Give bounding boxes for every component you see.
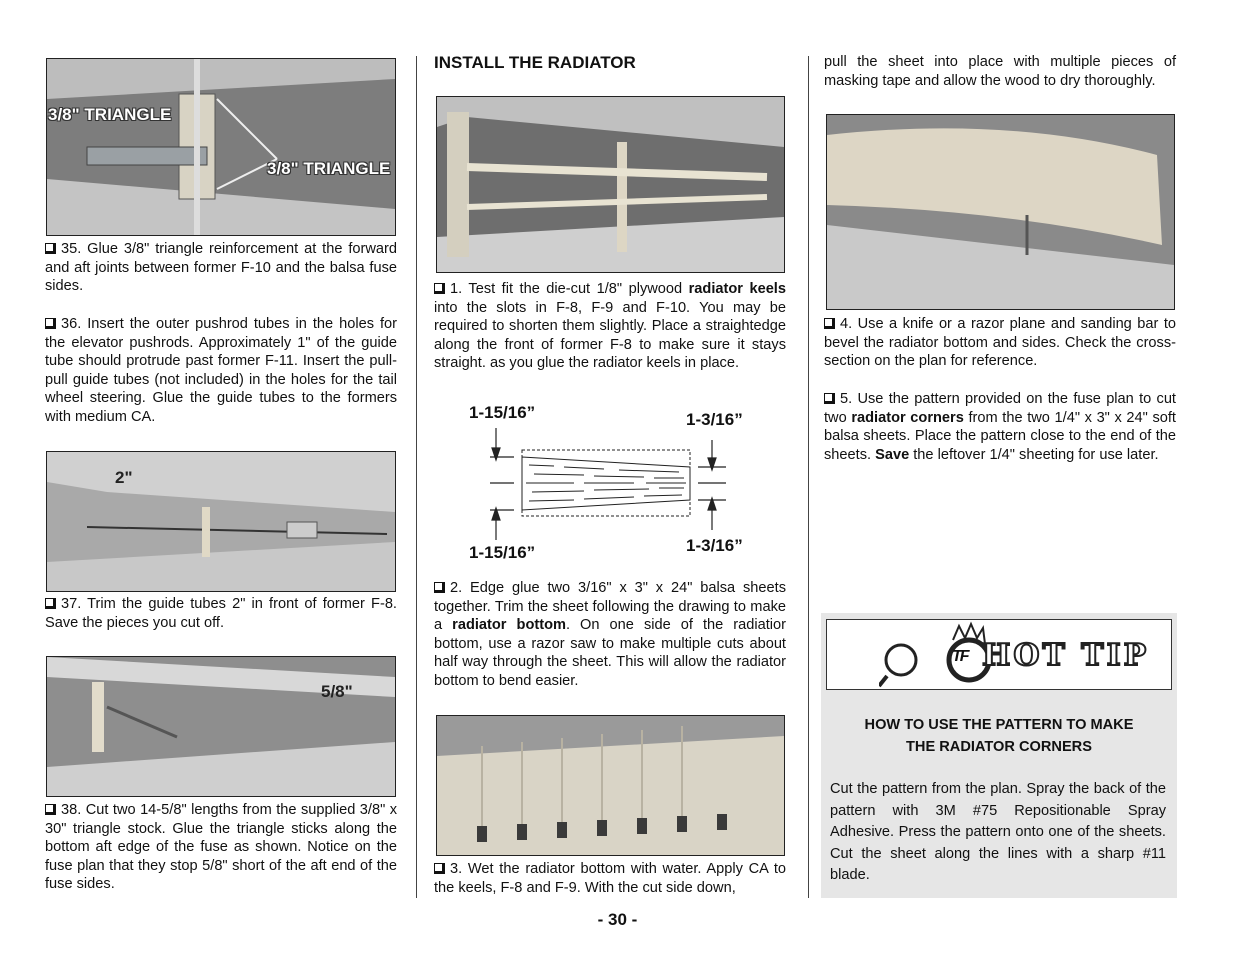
hot-tip-heading: HOW TO USE THE PATTERN TO MAKE THE RADIATOR CORNERS [864, 717, 1134, 755]
hot-tip-panel [821, 613, 1177, 898]
checkbox-icon[interactable] [434, 283, 445, 294]
step-4: 4. Use a knife or a razor plane and sanding bar to bevel the radiator bottom and sides. Check the cross-section on the plan for reference. [824, 316, 1176, 370]
dim-top-left: 1-15/16” [469, 403, 536, 422]
checkbox-icon[interactable] [824, 318, 835, 329]
checkbox-icon[interactable] [434, 582, 445, 593]
step-36: 36. Insert the outer pushrod tubes in the holes for the elevator pushrods. Approximately 1" of the guide tube should protrude past former F-11. Insert the pull-pull guide tubes (not included) in the holes for the tail wheel steering. Glue the guide tubes to the formers with medium CA. [45, 316, 397, 425]
photo-radiator-bottom-cuts [436, 715, 785, 856]
photo-guide-tubes-illustration [47, 452, 395, 591]
step-5: 5. Use the pattern provided on the fuse plan to cut two radiator corners from the two 1/4" x 3" x 24" soft balsa sheets. Place the pattern close to the end of the sheets. Save the leftover 1/4" sheeting for use later. [824, 391, 1176, 463]
tf-logo-text: TF [952, 648, 968, 665]
dim-bottom-right: 1-3/16” [686, 536, 743, 555]
step-1: 1. Test fit the die-cut 1/8" plywood radiator keels into the slots in F-8, F-9 and F-10. You may be required to shorten them slightly. Place a straightedge along the front of former F-8 to make sure it stays straight. as you glue the radiator keels in place. [434, 281, 786, 372]
checkbox-icon[interactable] [824, 393, 835, 404]
dim-top-right: 1-3/16” [686, 410, 743, 429]
photo-label-5-8in: 5/8" [321, 682, 353, 701]
step-37: 37. Trim the guide tubes 2" in front of former F-8. Save the pieces you cut off. [45, 596, 397, 631]
dim-bottom-left: 1-15/16” [469, 543, 536, 562]
photo-triangle-illustration [47, 59, 395, 235]
photo-triangle-reinforcement [46, 58, 396, 236]
photo-label-triangle-b: 3/8" TRIANGLE [267, 159, 391, 178]
photo-guide-tubes [46, 451, 396, 592]
checkbox-icon[interactable] [45, 598, 56, 609]
photo-triangle-sticks-illustration [47, 657, 395, 796]
step-38: 38. Cut two 14-5/8" lengths from the supplied 3/8" x 30" triangle stock. Glue the triangle sticks along the bottom aft edge of the fuse as shown. Notice on the fuse plan that they stop 5/8" short of the aft end of the fuse sides. [45, 802, 397, 893]
checkbox-icon[interactable] [434, 863, 445, 874]
step-2: 2. Edge glue two 3/16" x 3" x 24" balsa sheets together. Trim the sheet following the drawing to make a radiator bottom. On one side of the radiatior bottom, use a razor saw to make multiple cuts about half way through the sheet. This will allow the radiator bottom to bend easier. [434, 580, 786, 689]
hot-tip-title: HOT TIP [982, 638, 1150, 673]
photo-radiator-keels [436, 96, 785, 273]
column-divider-left [416, 56, 417, 898]
diagram-drawing [434, 400, 786, 570]
checkbox-icon[interactable] [45, 804, 56, 815]
photo-radiator-keels-illustration [437, 97, 784, 272]
tf-logo-icon [879, 620, 999, 689]
photo-label-triangle-a: 3/8" TRIANGLE [48, 105, 172, 124]
step-3-continued: pull the sheet into place with multiple pieces of masking tape and allow the wood to dry thoroughly. [824, 54, 1176, 89]
column-divider-right [808, 56, 809, 898]
photo-triangle-sticks [46, 656, 396, 797]
section-title: INSTALL THE RADIATOR [434, 53, 636, 72]
photo-radiator-cuts-illustration [437, 716, 784, 855]
page-number: - 30 - [597, 910, 638, 929]
radiator-bottom-diagram [434, 400, 786, 570]
checkbox-icon[interactable] [45, 243, 56, 254]
photo-radiator-bevel [826, 114, 1175, 310]
checkbox-icon[interactable] [45, 318, 56, 329]
step-35: 35. Glue 3/8" triangle reinforcement at the forward and aft joints between former F-10 and the balsa fuse sides. [45, 241, 397, 295]
hot-tip-banner [826, 619, 1172, 690]
photo-radiator-bevel-illustration [827, 115, 1174, 309]
photo-label-2in: 2" [115, 468, 133, 487]
step-3: 3. Wet the radiator bottom with water. Apply CA to the keels, F-8 and F-9. With the cut side down, [434, 861, 786, 896]
hot-tip-body: Cut the pattern from the plan. Spray the back of the pattern with 3M #75 Repositionable Spray Adhesive. Press the pattern onto one of the sheets. Cut the sheet along the lines with a sharp #11 blade. [830, 781, 1166, 883]
